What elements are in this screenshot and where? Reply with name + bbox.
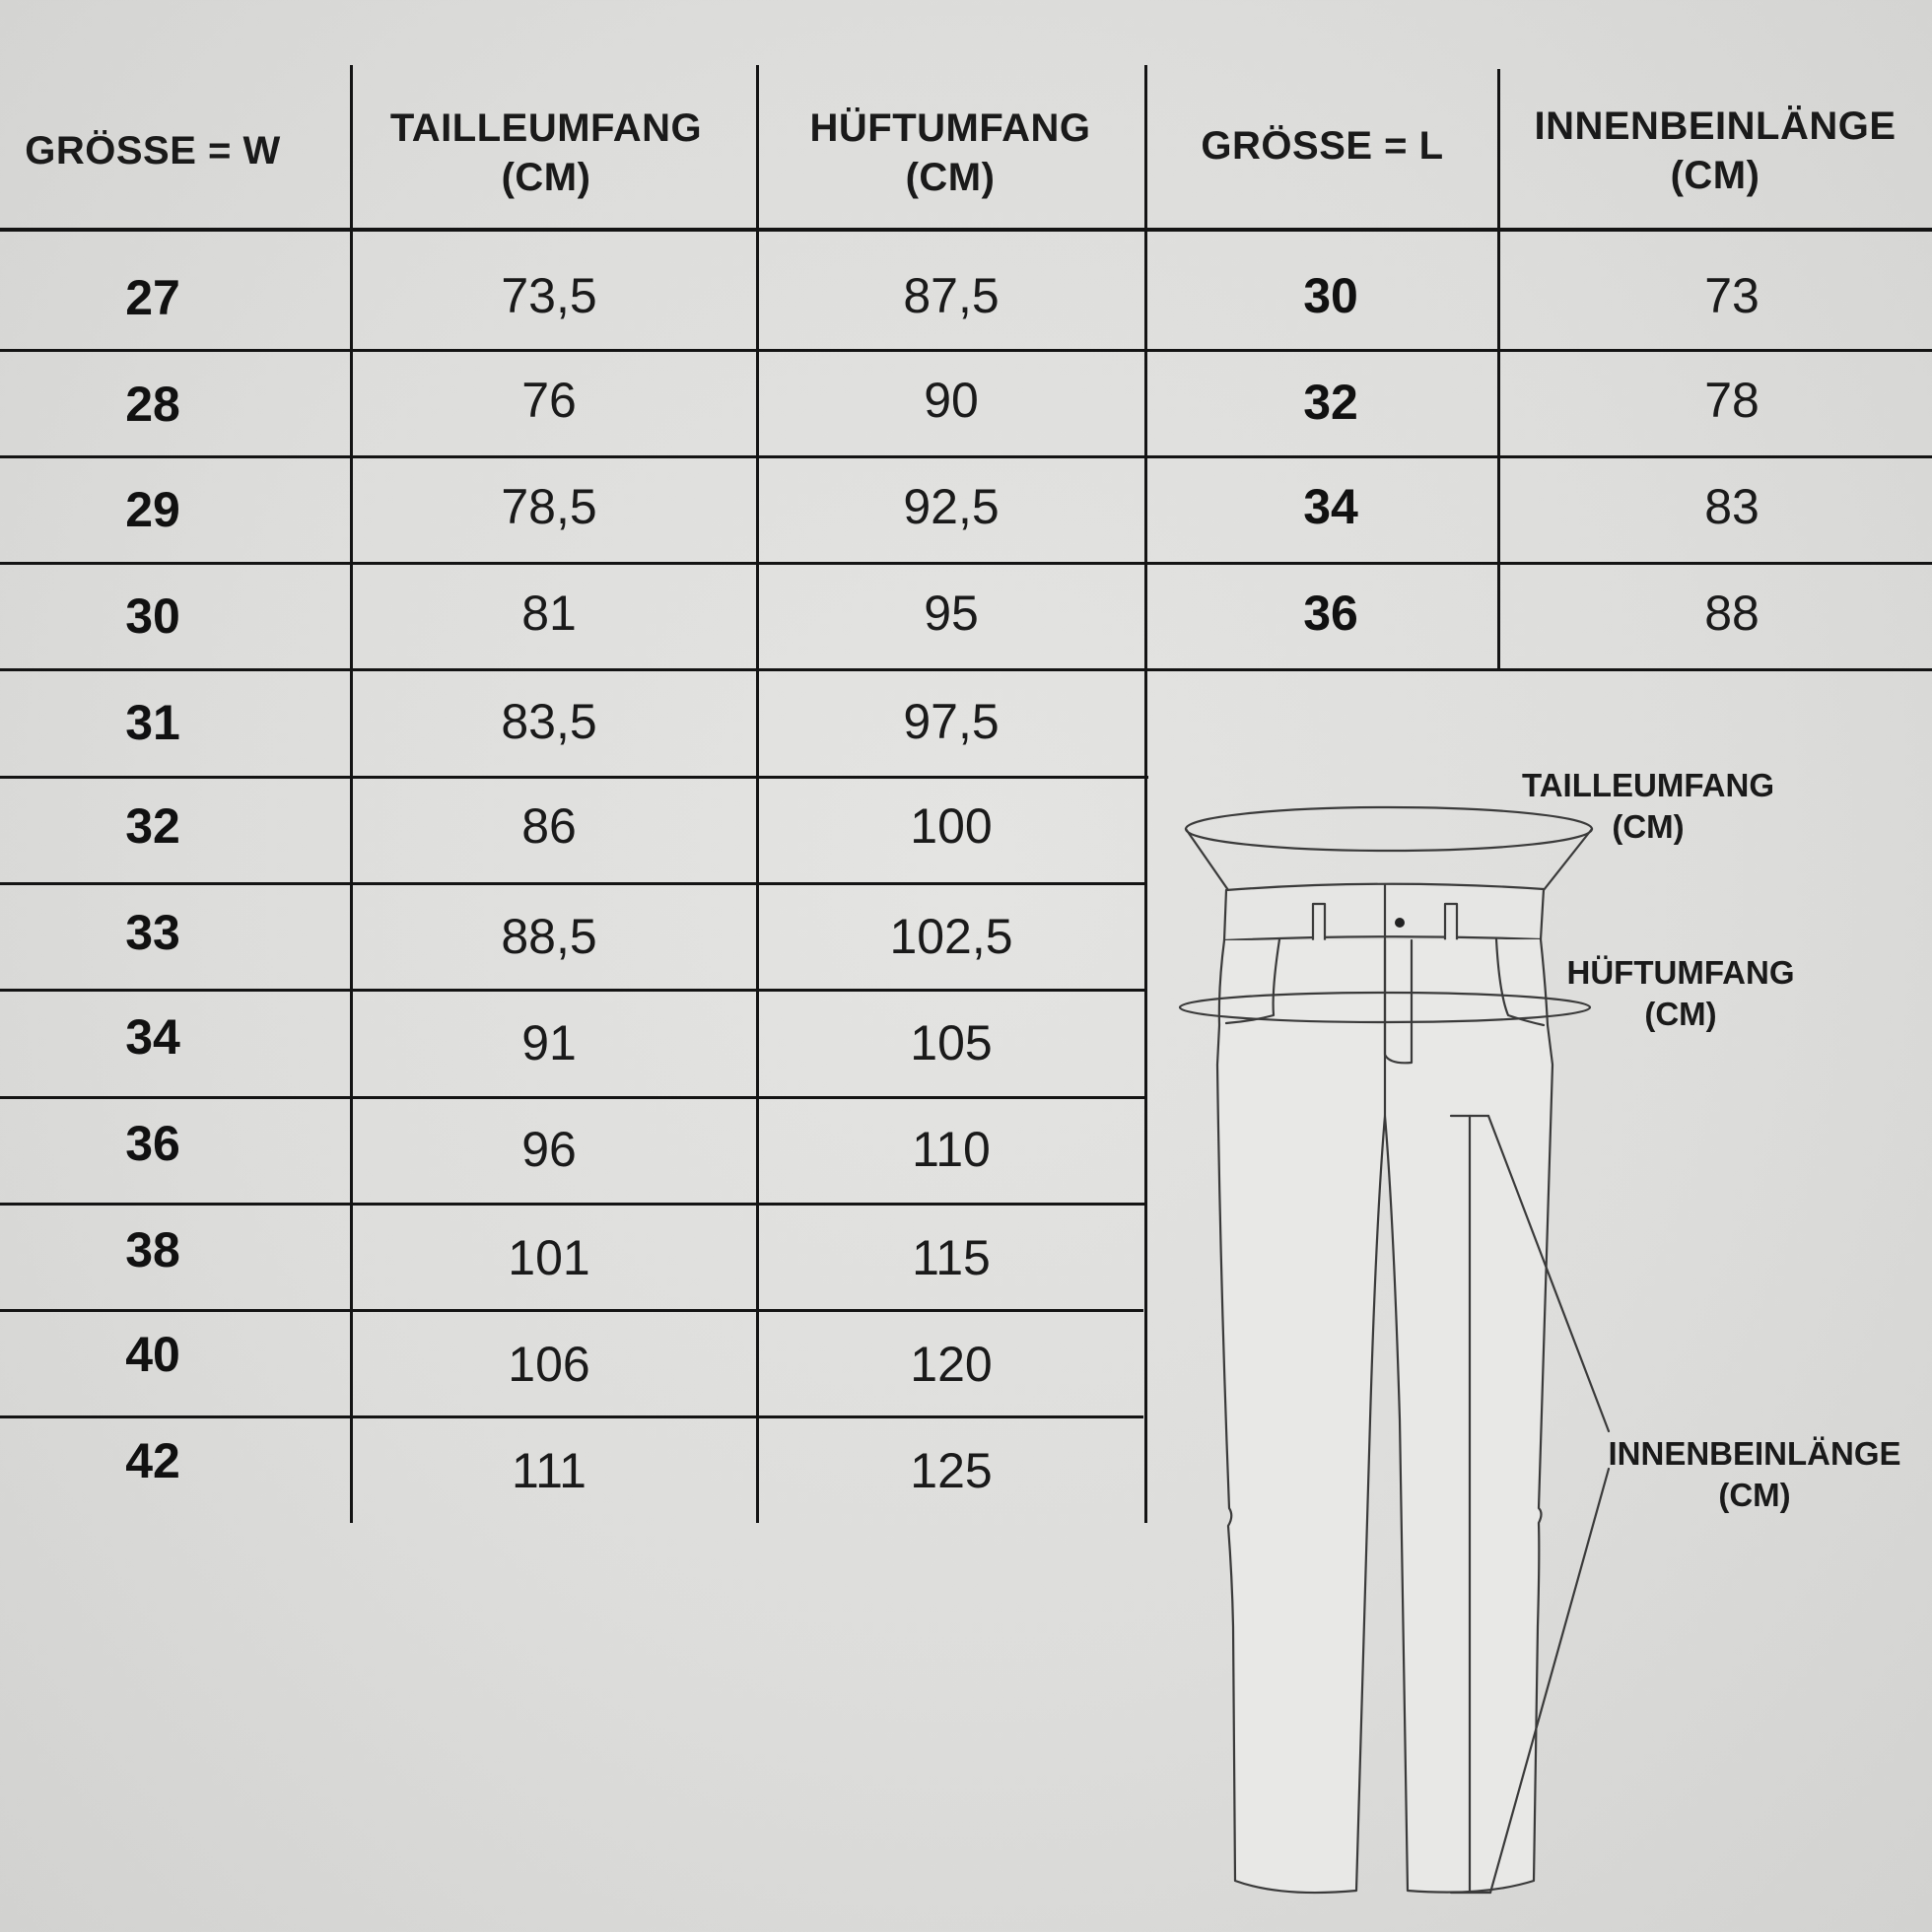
diagram-inseam-label-title: INNENBEINLÄNGE [1608,1435,1901,1472]
waist-value: 86 [521,798,577,854]
w-size-value: 34 [125,1009,180,1065]
diagram-inseam-label [1605,1433,1904,1516]
waist-value: 78,5 [501,479,597,534]
hip-value: 87,5 [903,268,1000,323]
diagram-waist-label-unit: (CM) [1612,808,1685,845]
hip-value: 105 [910,1015,993,1070]
waist-value: 101 [508,1230,590,1285]
header-inseam-unit: (CM) [1670,154,1760,197]
header-waist-unit: (CM) [501,156,591,199]
diagram-inseam-label-unit: (CM) [1718,1477,1791,1513]
hip-value: 90 [924,373,979,428]
w-size-value: 28 [125,377,180,432]
diagram-waist-label [1510,765,1786,848]
inseam-value: 73 [1704,268,1760,323]
hip-value: 115 [912,1230,991,1285]
l-size-value: 36 [1303,586,1358,641]
w-size-value: 38 [125,1222,180,1277]
w-size-value: 31 [125,695,180,750]
hip-value: 95 [924,586,979,641]
w-size-value: 33 [125,905,180,960]
w-size-value: 30 [125,588,180,644]
diagram-waist-label-title: TAILLEUMFANG [1521,767,1775,803]
hip-value: 102,5 [889,909,1013,964]
waist-value: 111 [511,1443,586,1498]
w-size-value: 32 [125,798,180,854]
l-size-value: 30 [1303,268,1358,323]
hip-value: 92,5 [903,479,1000,534]
hip-value: 125 [910,1443,993,1498]
diagram-hip-label [1543,952,1819,1035]
waist-value: 96 [521,1122,577,1177]
header-hip-title: HÜFTUMFANG [809,106,1091,150]
hip-value: 100 [910,798,993,854]
w-size-value: 40 [125,1327,180,1382]
diagram-hip-label-title: HÜFTUMFANG [1566,954,1795,991]
waist-value: 106 [508,1337,590,1392]
header-inseam-title: INNENBEINLÄNGE [1534,104,1897,148]
waist-value: 91 [521,1015,577,1070]
inseam-value: 88 [1704,586,1760,641]
waist-value: 81 [521,586,577,641]
hip-value: 110 [912,1122,991,1177]
waist-value: 73,5 [501,268,597,323]
l-size-value: 32 [1303,375,1358,430]
w-size-value: 42 [125,1433,180,1488]
header-size-l-text: GRÖSSE = L [1201,123,1444,168]
button-icon [1395,918,1405,928]
waist-value: 88,5 [501,909,597,964]
w-size-value: 36 [125,1116,180,1171]
waist-value: 76 [521,373,577,428]
header-size-w-text: GRÖSSE = W [25,128,281,172]
header-waist-title: TAILLEUMFANG [389,106,703,150]
w-size-value: 27 [125,270,180,325]
waist-value: 83,5 [501,694,597,749]
diagram-hip-label-unit: (CM) [1644,996,1717,1032]
l-size-value: 34 [1303,479,1358,534]
inseam-value: 83 [1704,479,1760,534]
w-size-value: 29 [125,482,180,537]
inseam-value: 78 [1704,373,1760,428]
header-hip-unit: (CM) [905,156,996,199]
hip-value: 120 [910,1337,993,1392]
hip-value: 97,5 [903,694,1000,749]
